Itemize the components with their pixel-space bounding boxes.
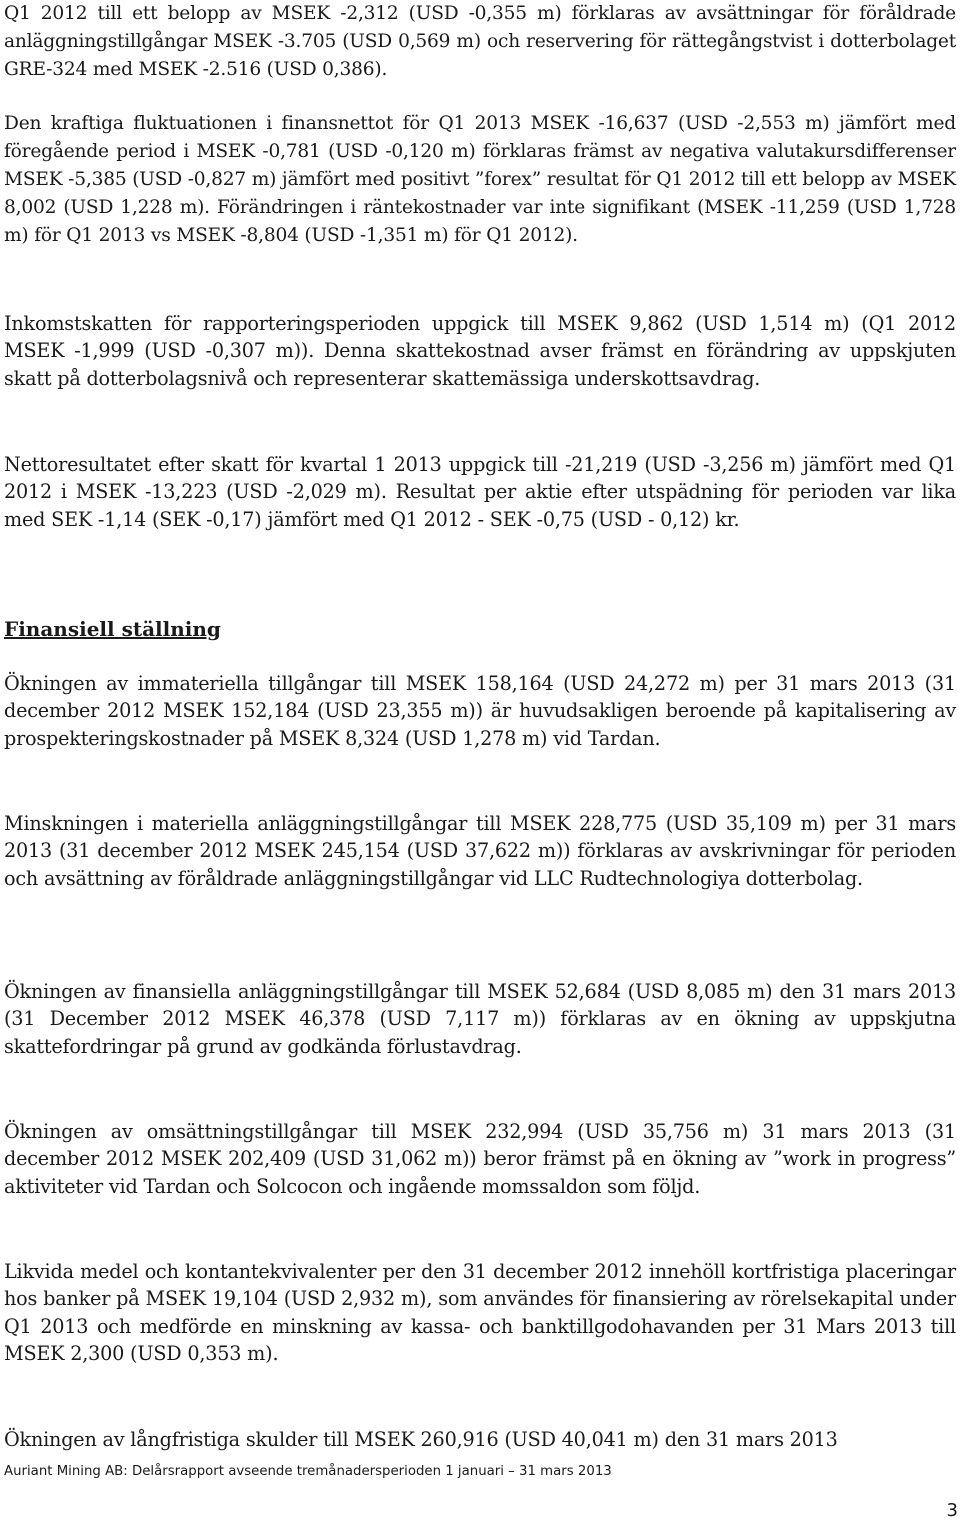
paragraph-tangible-assets: Minskningen i materiella anläggningstillgångar till MSEK 228,775 (USD 35,109 m) per 31 mars 2013 (31 december 2012 MSEK 245,154 (USD 37,622 m)) förklaras av avskrivningar för perioden och avsättning av föråldrade anläggningstillgångar vid LLC Rudtechnologiya dotterbolag. <box>4 812 956 890</box>
page-footer: Auriant Mining AB: Delårsrapport avseende tremånadersperioden 1 januari – 31 mars 2013 <box>4 1464 612 1479</box>
paragraph-income-tax: Inkomstskatten för rapporteringsperioden uppgick till MSEK 9,862 (USD 1,514 m) (Q1 2012 MSEK -1,999 (USD -0,307 m)). Denna skattekostnad avser främst en förändring av uppskjuten skatt på dotterbolagsnivå och representerar skattemässiga underskottsavdrag. <box>4 312 956 390</box>
page-number: 3 <box>946 1500 958 1521</box>
paragraph-cash: Likvida medel och kontantekvivalenter per den 31 december 2012 innehöll kortfristiga placeringar hos banker på MSEK 19,104 (USD 2,932 m), som användes för finansiering av rörelsekapital under Q1 2013 och medförde en minskning av kassa- och banktillgodohavanden per 31 Mars 2013 till MSEK 2,300 (USD 0,353 m). <box>4 1260 956 1366</box>
paragraph-intangible-assets: Ökningen av immateriella tillgångar till MSEK 158,164 (USD 24,272 m) per 31 mars 2013 (31 december 2012 MSEK 152,184 (USD 23,355 m)) är huvudsakligen beroende på kapitalisering av prospekteringskostnader på MSEK 8,324 (USD 1,278 m) vid Tardan. <box>4 672 956 750</box>
section-heading-financial-position: Finansiell ställning <box>4 617 221 641</box>
paragraph-operating-result: Q1 2012 till ett belopp av MSEK -2,312 (USD -0,355 m) förklaras av avsättningar för föråldrade anläggningstillgångar MSEK -3.705 (USD 0,569 m) och reservering för rättegångstvist i dotterbolaget GRE-324 med MSEK -2.516 (USD 0,386). <box>4 3 956 80</box>
paragraph-net-result: Nettoresultatet efter skatt för kvartal 1 2013 uppgick till -21,219 (USD -3,256 m) jämfört med Q1 2012 i MSEK -13,223 (USD -2,029 m). Resultat per aktie efter utspädning för perioden var lika med SEK -1,14 (SEK -0,17) jämfört med Q1 2012 - SEK -0,75 (USD - 0,12) kr. <box>4 453 956 531</box>
paragraph-current-assets: Ökningen av omsättningstillgångar till MSEK 232,994 (USD 35,756 m) 31 mars 2013 (31 december 2012 MSEK 202,409 (USD 31,062 m)) beror främst på en ökning av ”work in progress” aktiviteter vid Tardan och Solcocon och ingående momssaldon som följd. <box>4 1120 956 1198</box>
paragraph-long-term-liabilities: Ökningen av långfristiga skulder till MSEK 260,916 (USD 40,041 m) den 31 mars 2013 <box>4 1428 838 1451</box>
paragraph-financial-net: Den kraftiga fluktuationen i finansnettot för Q1 2013 MSEK -16,637 (USD -2,553 m) jämfört med föregående period i MSEK -0,781 (USD -0,120 m) förklaras främst av negativa valutakursdifferenser MSEK -5,385 (USD -0,827 m) jämfört med positivt ”forex” resultat för Q1 2012 till ett belopp av MSEK 8,002 (USD 1,228 m). Förändringen i räntekostnader var inte signifikant (MSEK -11,259 (USD 1,728 m) för Q1 2013 vs MSEK -8,804 (USD -1,351 m) för Q1 2012). <box>4 113 956 246</box>
paragraph-financial-assets: Ökningen av finansiella anläggningstillgångar till MSEK 52,684 (USD 8,085 m) den 31 mars 2013 (31 December 2012 MSEK 46,378 (USD 7,117 m)) förklaras av en ökning av uppskjutna skattefordringar på grund av godkända förlustavdrag. <box>4 980 956 1058</box>
